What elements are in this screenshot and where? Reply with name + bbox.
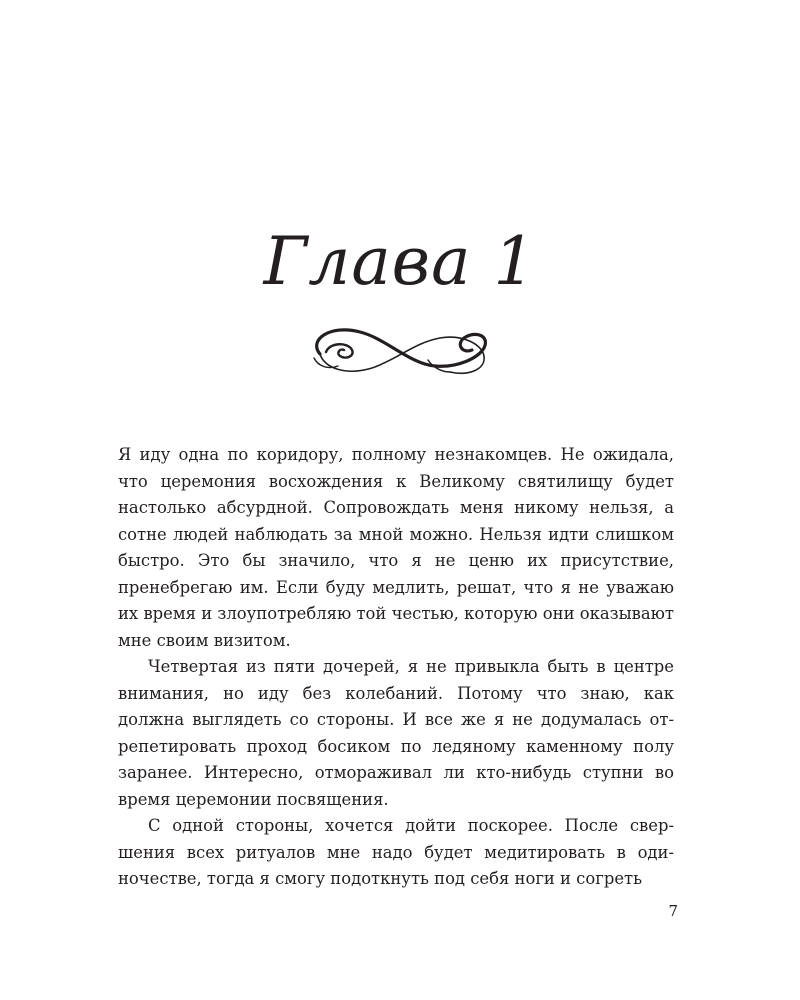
page-number: 7 (668, 902, 678, 920)
paragraph: Я иду одна по коридору, полному незнакомцев. Не ожидала, что церемония восхождения к Великому святилищу будет настолько абсурдной. Сопровождать меня никому нельзя, а сотне людей наблюдать за мной можно. Нельзя идти слишком быстро. Это бы значило, что я не ценю их присутствие, пренебрегаю им. Если буду медлить, решат, что я не уважаю их время и злоупотребляю той честью, которую они оказывают мне своим визитом. (118, 445, 674, 650)
chapter-body-text (118, 442, 674, 893)
chapter-title: Глава 1 (263, 223, 537, 300)
paragraph: С одной стороны, хочется дойти поскорее. После свершения всех ритуалов мне надо будет медитировать в одиночестве, тогда я смогу подоткнуть под себя ноги и согреть (118, 816, 674, 888)
paragraph: Четвертая из пяти дочерей, я не привыкла быть в центре внимания, но иду без колебаний. Потому что знаю, как должна выглядеть со стороны. И все же я не додумалась отрепетировать проход босиком по ледяному каменному полу заранее. Интересно, отмораживал ли кто-нибудь ступни во время церемонии посвящения. (118, 657, 674, 809)
flourish-ornament-icon (300, 318, 500, 386)
